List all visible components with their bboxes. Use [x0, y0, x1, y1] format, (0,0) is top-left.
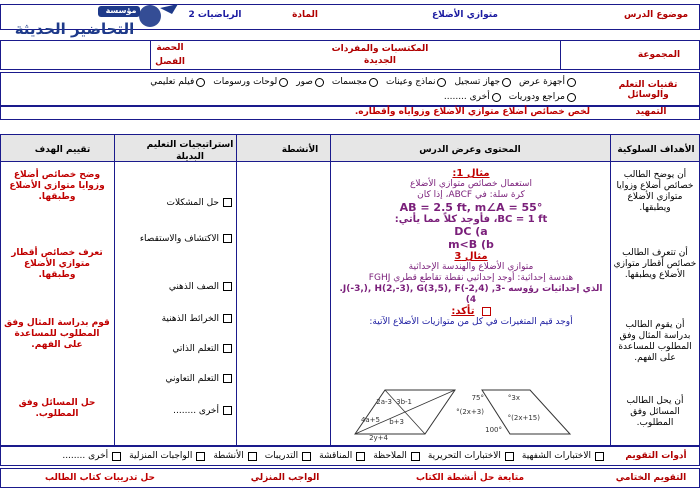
assess-activities[interactable]: الأنشطة: [213, 451, 256, 462]
assessment-list: [8, 451, 608, 462]
checkbox-icon: [223, 234, 232, 243]
tool-recorder[interactable]: جهاز تسجيل: [454, 75, 511, 89]
radio-icon: [567, 78, 576, 87]
final-label: التقويم الختامي: [615, 473, 687, 483]
evaluation-3: قوم بدراسة المثال وفق المطلوب للمساعدة على الفهم.: [4, 318, 110, 350]
example1-line3: AB = 2.5 ft, m∠A = 55°: [399, 201, 543, 214]
assess-homework[interactable]: الواجبات المنزلية: [129, 451, 205, 462]
example3-line1: متوازي الأضلاع والهندسة الإحداثية: [408, 262, 534, 272]
fig1-label-3: 4a+5: [360, 416, 380, 424]
radio-icon: [279, 78, 288, 87]
logo-bottom-text: التحاضير الحديثة: [14, 20, 135, 38]
fig2-label-4: 100°: [485, 426, 502, 434]
fig1-label-5: 2y+4: [369, 434, 388, 442]
fig1-label-4: b+3: [389, 418, 404, 426]
topic-value: متوازي الأضلاع: [431, 10, 498, 20]
radio-icon: [437, 78, 446, 87]
period-label: الحصة: [156, 43, 184, 53]
intro-label: التمهيد: [635, 107, 667, 117]
checkbox-icon: [356, 452, 365, 461]
evaluation-2: تعرف خصائص أقطار متوازي الأضلاع وطبقها.: [11, 248, 103, 280]
checkbox-icon: [248, 452, 257, 461]
fig2-label-2: 3x°: [507, 394, 520, 402]
radio-icon: [567, 93, 576, 102]
parallelogram-figure-1: [340, 384, 460, 442]
group-label: المجموعة: [637, 50, 681, 60]
radio-icon: [492, 93, 501, 102]
checkbox-icon: [505, 452, 514, 461]
example1-title: مثال 1:: [452, 168, 490, 179]
class-label: الفصل: [155, 57, 185, 67]
radio-icon: [502, 78, 511, 87]
checkbox-icon: [223, 406, 232, 415]
assess-discussion[interactable]: المناقشة: [319, 451, 365, 462]
example1-line4: BC = 1 ft، فأوجد كلاً مما يأتي:: [394, 214, 548, 225]
subject-value: الرياضيات 2: [188, 10, 242, 20]
check-text: أوجد قيم المتغيرات في كل من متوازيات الأضلاع الآتية:: [369, 317, 573, 327]
final-value: متابعة حل أنشطة الكتاب: [415, 473, 525, 483]
tool-models[interactable]: نماذج وعينات: [386, 75, 447, 89]
radio-icon: [315, 78, 324, 87]
strategy-4[interactable]: الخرائط الذهنية: [120, 314, 232, 325]
objective-3: أن يقوم الطالب بدراسة المثال وفق المطلوب للمساعدة على الفهم.: [618, 320, 692, 363]
checkbox-icon: [223, 374, 232, 383]
example1-a: DC (a: [454, 225, 488, 238]
tool-projector[interactable]: أجهزة عرض: [519, 75, 576, 89]
col-content: المحتوى وعرض الدرس: [419, 145, 521, 155]
tool-other[interactable]: أخرى ........: [444, 90, 501, 104]
check-title: تأكد:: [451, 306, 475, 317]
assess-other[interactable]: أخرى ........: [62, 451, 121, 462]
objective-1: أن يوضح الطالب خصائص أضلاع وزوايا متوازي الأضلاع ويطبقها.: [616, 170, 694, 213]
assess-oral[interactable]: الاختبارات الشفهية: [522, 451, 604, 462]
fig2-label-5: (2x+3)°: [456, 408, 484, 416]
evaluation-1: وضح خصائص أضلاع وزوايا متوازي الأضلاع وطبقها.: [9, 170, 105, 202]
fig1-label-1: 2a-3: [376, 398, 392, 406]
example3-line3: الذي إحداثيات رؤوسه -3, J(-3,), H(2,-3), G(3,5), F(-2,4).: [339, 284, 603, 294]
homework-label: الواجب المنزلي: [250, 473, 320, 483]
checkbox-icon: [595, 452, 604, 461]
strategy-3[interactable]: الصف الذهني: [120, 282, 232, 293]
skills-label: المكتسبات والمفردات الجديدة: [331, 44, 429, 66]
checkbox-icon: [223, 198, 232, 207]
checkbox-icon: [482, 307, 491, 316]
strategy-6[interactable]: التعلم التعاوني: [120, 374, 232, 385]
checkbox-icon: [196, 452, 205, 461]
evaluation-4: حل المسائل وفق المطلوب.: [18, 398, 96, 419]
checkbox-icon: [411, 452, 420, 461]
assess-exercises[interactable]: التدريبات: [265, 451, 311, 462]
checkbox-icon: [302, 452, 311, 461]
checkbox-icon: [112, 452, 121, 461]
topic-label: موضوع الدرس: [623, 10, 689, 20]
strategy-1[interactable]: حل المشكلات: [120, 198, 232, 209]
objective-2: أن تتعرف الطالب خصائص أقطار متوازي الأضلاع ويطبقها.: [613, 248, 697, 280]
parallelogram-figure-2: [456, 384, 580, 442]
example1-b: m<B (b: [448, 238, 494, 251]
strategy-5[interactable]: التعلم الذاتي: [120, 344, 232, 355]
tool-references[interactable]: مراجع ودوريات: [509, 90, 576, 104]
example1-line1: استعمال خصائص متوازي الأضلاع: [410, 179, 532, 189]
fig1-label-2: 3b-1: [396, 398, 412, 406]
strategy-2[interactable]: الاكتشاف والاستقصاء: [120, 234, 232, 245]
meta-divider-2: [560, 40, 561, 70]
col-divider-3: [236, 134, 237, 446]
assess-written[interactable]: الاختبارات التحريرية: [428, 451, 514, 462]
col-activities: الأنشطة: [281, 145, 319, 155]
subject-label: المادة: [292, 10, 318, 20]
col-divider-4: [114, 134, 115, 446]
fig2-label-3: (2x+15)°: [507, 414, 540, 422]
meta-divider: [150, 40, 151, 70]
tools-list-row2: [10, 90, 580, 104]
fig2-label-1: 75°: [471, 394, 484, 402]
checkbox-icon: [223, 344, 232, 353]
tools-list-row1: [10, 75, 580, 89]
content-area: [334, 168, 608, 328]
col-divider-2: [330, 134, 331, 446]
homework-value: حل تدريبات كتاب الطالب: [44, 473, 155, 483]
checkbox-icon: [223, 282, 232, 291]
col-evaluation: تقييم الهدف: [34, 145, 91, 155]
radio-icon: [196, 78, 205, 87]
logo-top-text: مؤسسة: [105, 6, 137, 15]
example3-line4: 4): [465, 295, 477, 305]
assessment-label: أدوات التقويم: [625, 451, 687, 461]
col-strategies: استراتيجيات التعليم البديلة: [146, 140, 234, 162]
objective-4: أن يحل الطالب المسائل وفق المطلوب.: [626, 396, 684, 428]
radio-icon: [369, 78, 378, 87]
example1-line2: كرة سلة: في ABCF، إذا كان: [417, 190, 525, 200]
col-divider-1: [610, 134, 611, 446]
check-row: [334, 306, 608, 317]
example3-title: مثال 3: [454, 251, 488, 262]
tool-solids[interactable]: مجسمات: [332, 75, 378, 89]
tool-boards[interactable]: لوحات ورسومات: [213, 75, 288, 89]
checkbox-icon: [223, 314, 232, 323]
strategy-7[interactable]: أخرى ........: [120, 406, 232, 417]
tool-pictures[interactable]: صور: [296, 75, 324, 89]
tool-film[interactable]: فيلم تعليمي: [150, 75, 205, 89]
logo: [0, 0, 190, 42]
col-objectives: الأهداف السلوكية: [617, 145, 695, 155]
example3-line2: هندسة إحداثية: أوجد إحداثيي نقطة تقاطع قطري FGHJ: [368, 273, 574, 283]
tools-label: تقنيات التعلم والوسائل: [618, 80, 678, 100]
intro-text: لخص خصائص أضلاع متوازي الأضلاع وزواياه وأقطاره.: [354, 107, 590, 117]
assess-observation[interactable]: الملاحظة: [373, 451, 420, 462]
